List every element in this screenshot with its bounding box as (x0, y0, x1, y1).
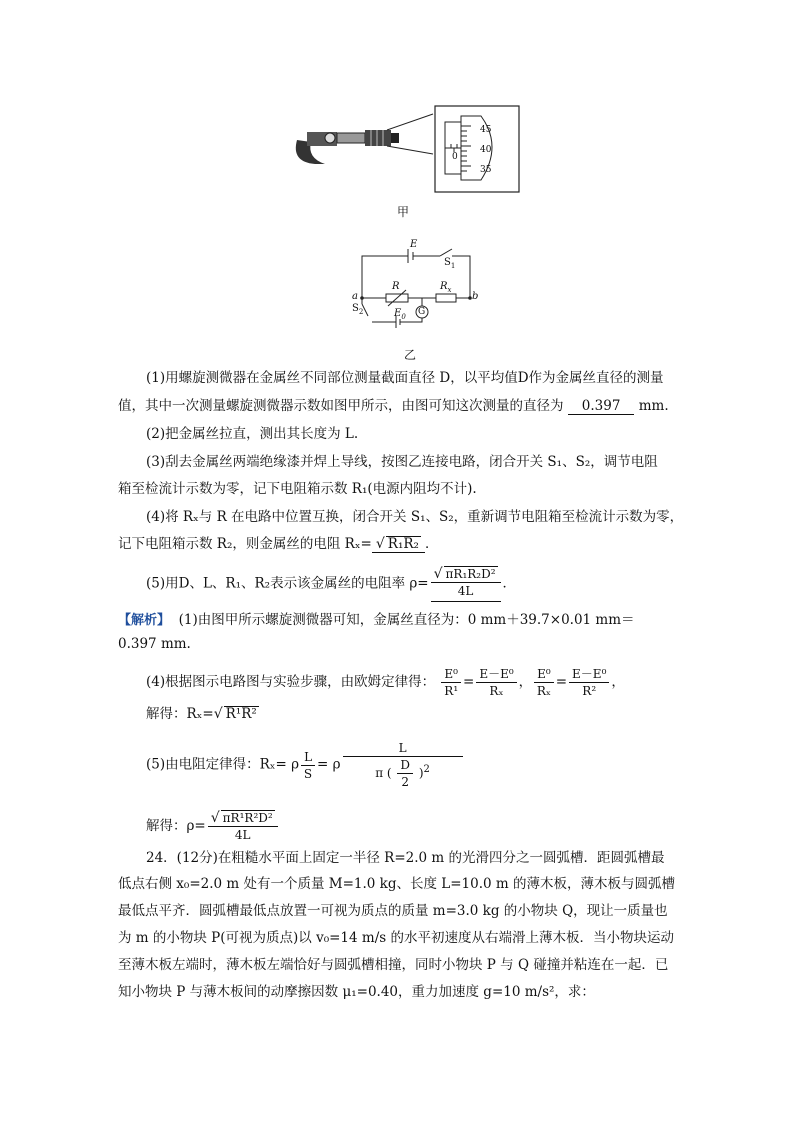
label-a: a (352, 291, 358, 302)
fraction-4-num: E－E⁰ (569, 666, 609, 683)
fraction-S: S (303, 766, 313, 781)
analysis-line1 (118, 610, 635, 631)
step1-line2 (118, 396, 669, 416)
label-E0 (394, 308, 406, 321)
fraction-D-2 (397, 757, 413, 790)
label-G: G (418, 307, 426, 317)
step5-num-value: πR₁R₂D² (445, 567, 496, 581)
step3-line1: (3)刮去金属丝两端绝缘漆并焊上导线，按图乙连接电路，闭合开关 S₁、S₂，调节电阻 (146, 454, 658, 470)
step5-answer-num: √ πR₁R₂D² (431, 566, 501, 583)
label-b: b (472, 291, 479, 302)
step5-answer-den: 4L (457, 584, 474, 598)
scale-number-35: 35 (480, 165, 492, 175)
zoom-box (435, 106, 519, 192)
label-S1 (444, 257, 455, 270)
fraction-4-den: R² (582, 684, 597, 698)
problem24-line5: 至薄木板左端时，薄木板左端恰好与圆弧槽相撞，同时小物块 P 与 Q 碰撞并粘连在一起．已 (118, 957, 669, 973)
step4-line1: (4)将 Rₓ与 R 在电路中位置互换，闭合开关 S₁、S₂，重新调节电阻箱至检流计示数为零， (146, 509, 684, 525)
fraction-1-num: E⁰ (441, 666, 461, 683)
fraction-1 (441, 666, 461, 699)
label-S2-sub: 2 (358, 308, 364, 316)
fraction-4 (569, 666, 609, 699)
step1-line1: (1)用螺旋测微器在金属丝不同部位测量截面直径 D，以平均值D作为金属丝直径的测量 (146, 370, 664, 386)
micrometer-sleeve (337, 133, 365, 143)
label-S1-text: S (444, 257, 451, 268)
label-S1-sub: 1 (450, 262, 456, 270)
analysis-4-solution-radicand: R¹R² (225, 706, 257, 722)
step4-answer-radicand: R₁R₂ (387, 536, 419, 552)
analysis-4: (4)根据图示电路图与实验步骤，由欧姆定律得： $\frac{\text{E⁰}}{\text{R¹}}$ = $\frac{\text{E－E⁰}}{\text{Rₓ}}$ ， $\frac{\text{E⁰}}{\text{Rₓ}}$ = $\frac{\text{E－E⁰}}{\text{R²}}$ ， (146, 667, 625, 698)
fraction-3-den: Rₓ (536, 684, 551, 698)
problem24-line2: 低点右侧 x₀=2.0 m 处有一个质量 M=1.0 kg、长度 L=10.0 m 的薄木板，薄木板与圆弧槽 (118, 876, 675, 892)
step1-line2-text: 值，其中一次测量螺旋测微器示数如图甲所示，由图可知这次测量的直径为 (118, 398, 564, 414)
step1-answer: 0.397 (568, 398, 635, 415)
solution-num-value: πR¹R²D² (222, 811, 273, 825)
label-Rx-sub: x (447, 286, 452, 294)
micrometer-thimble (365, 130, 391, 146)
analysis-4-solution: 解得：Rₓ=√ R¹R² (146, 706, 257, 722)
circuit-diagram (348, 236, 498, 332)
figure-jia-caption: 甲 (397, 205, 410, 219)
analysis-5-solution (146, 808, 280, 844)
step4-answer: √ R₁R₂ (372, 536, 425, 553)
analysis-5-solution-text: 解得：ρ= (146, 818, 206, 834)
solution-fraction (208, 810, 278, 843)
solution-num: √ πR¹R²D² (208, 810, 278, 827)
fraction-area-den: π ( $\frac{D}{2}$ )$^2$ (375, 758, 430, 789)
step4-line2: 记下电阻箱示数 R₂，则金属丝的电阻 Rₓ= √ R₁R₂ ． (118, 536, 439, 552)
label-E0-sub: 0 (401, 313, 406, 321)
problem24-line3: 最低点平齐．圆弧槽最低点放置一可视为质点的质量 m=3.0 kg 的小物块 Q，现让一质量也 (118, 903, 668, 919)
micrometer-lock (325, 133, 335, 143)
scale-number-45: 45 (480, 125, 492, 135)
step5-text: (5)用D、L、R₁、R₂表示该金属丝的电阻率 ρ= (146, 575, 429, 592)
problem24-line1: 24．(12分)在粗糙水平面上固定一半径 R=2.0 m 的光滑四分之一圆弧槽．距圆弧槽最 (146, 850, 665, 866)
label-R: R (392, 281, 400, 292)
main-scale-zero: 0 (452, 152, 458, 162)
fraction-3-num: E⁰ (534, 666, 554, 683)
label-E0-text: E (394, 308, 402, 319)
problem24-line4: 为 m 的小物块 P(可视为质点)以 v₀=14 m/s 的水平初速度从右端滑上薄木板．当小物块运动 (118, 930, 674, 946)
figure-yi-caption: 乙 (404, 348, 417, 362)
fraction-L-S (301, 749, 315, 782)
analysis-5-rho: = ρ (317, 756, 341, 773)
step1-unit: mm. (638, 398, 669, 414)
square-exponent: 2 (423, 764, 430, 775)
analysis-tag: 【解析】 (118, 613, 171, 628)
analysis-4-solution-text: 解得：Rₓ= (146, 706, 214, 722)
fraction-2 (476, 666, 516, 699)
analysis-line2: 0.397 mm. (118, 636, 191, 652)
analysis-1-text: (1)由图甲所示螺旋测微器可知，金属丝直径为：0 mm＋39.7×0.01 mm＝ (178, 612, 635, 628)
step2: (2)把金属丝拉直，测出其长度为 L. (146, 426, 359, 442)
solution-den: 4L (234, 828, 251, 842)
label-Rx-text: R (440, 281, 448, 292)
step5-answer (431, 566, 501, 602)
label-E: E (410, 239, 418, 250)
label-Rx (440, 281, 451, 294)
problem24-line6: 知小物块 P 与薄木板间的动摩擦因数 μ₁=0.40，重力加速度 g=10 m/s²，求： (118, 984, 595, 1000)
scale-number-40: 40 (480, 145, 492, 155)
fraction-L-area (343, 740, 463, 790)
step4-line2-text: 记下电阻箱示数 R₂，则金属丝的电阻 Rₓ= (118, 536, 372, 552)
micrometer-ratchet (391, 133, 399, 143)
fraction-area-num: L (343, 740, 463, 757)
step5: (5)用D、L、R₁、R₂表示该金属丝的电阻率 ρ= $\frac{\text{√ πR₁R₂D²}}{4L}$ ． (146, 566, 516, 602)
fraction-1-den: R¹ (444, 684, 459, 698)
fraction-L: L (301, 749, 315, 766)
label-S2-text: S (352, 303, 359, 314)
fraction-3 (534, 666, 554, 699)
analysis-4-text: (4)根据图示电路图与实验步骤，由欧姆定律得： (146, 674, 436, 690)
analysis-5-text: (5)由电阻定律得：Rₓ= ρ (146, 756, 300, 773)
fraction-2: 2 (401, 775, 410, 789)
step3-line2: 箱至检流计示数为零，记下电阻箱示数 R₁(电源内阻均不计). (118, 481, 477, 497)
fraction-2-den: Rₓ (489, 684, 504, 698)
analysis-5 (146, 740, 465, 790)
fraction-2-num: E－E⁰ (476, 666, 516, 683)
fraction-D: D (397, 757, 413, 774)
pi-symbol: π (375, 766, 384, 780)
label-S2 (352, 303, 363, 316)
